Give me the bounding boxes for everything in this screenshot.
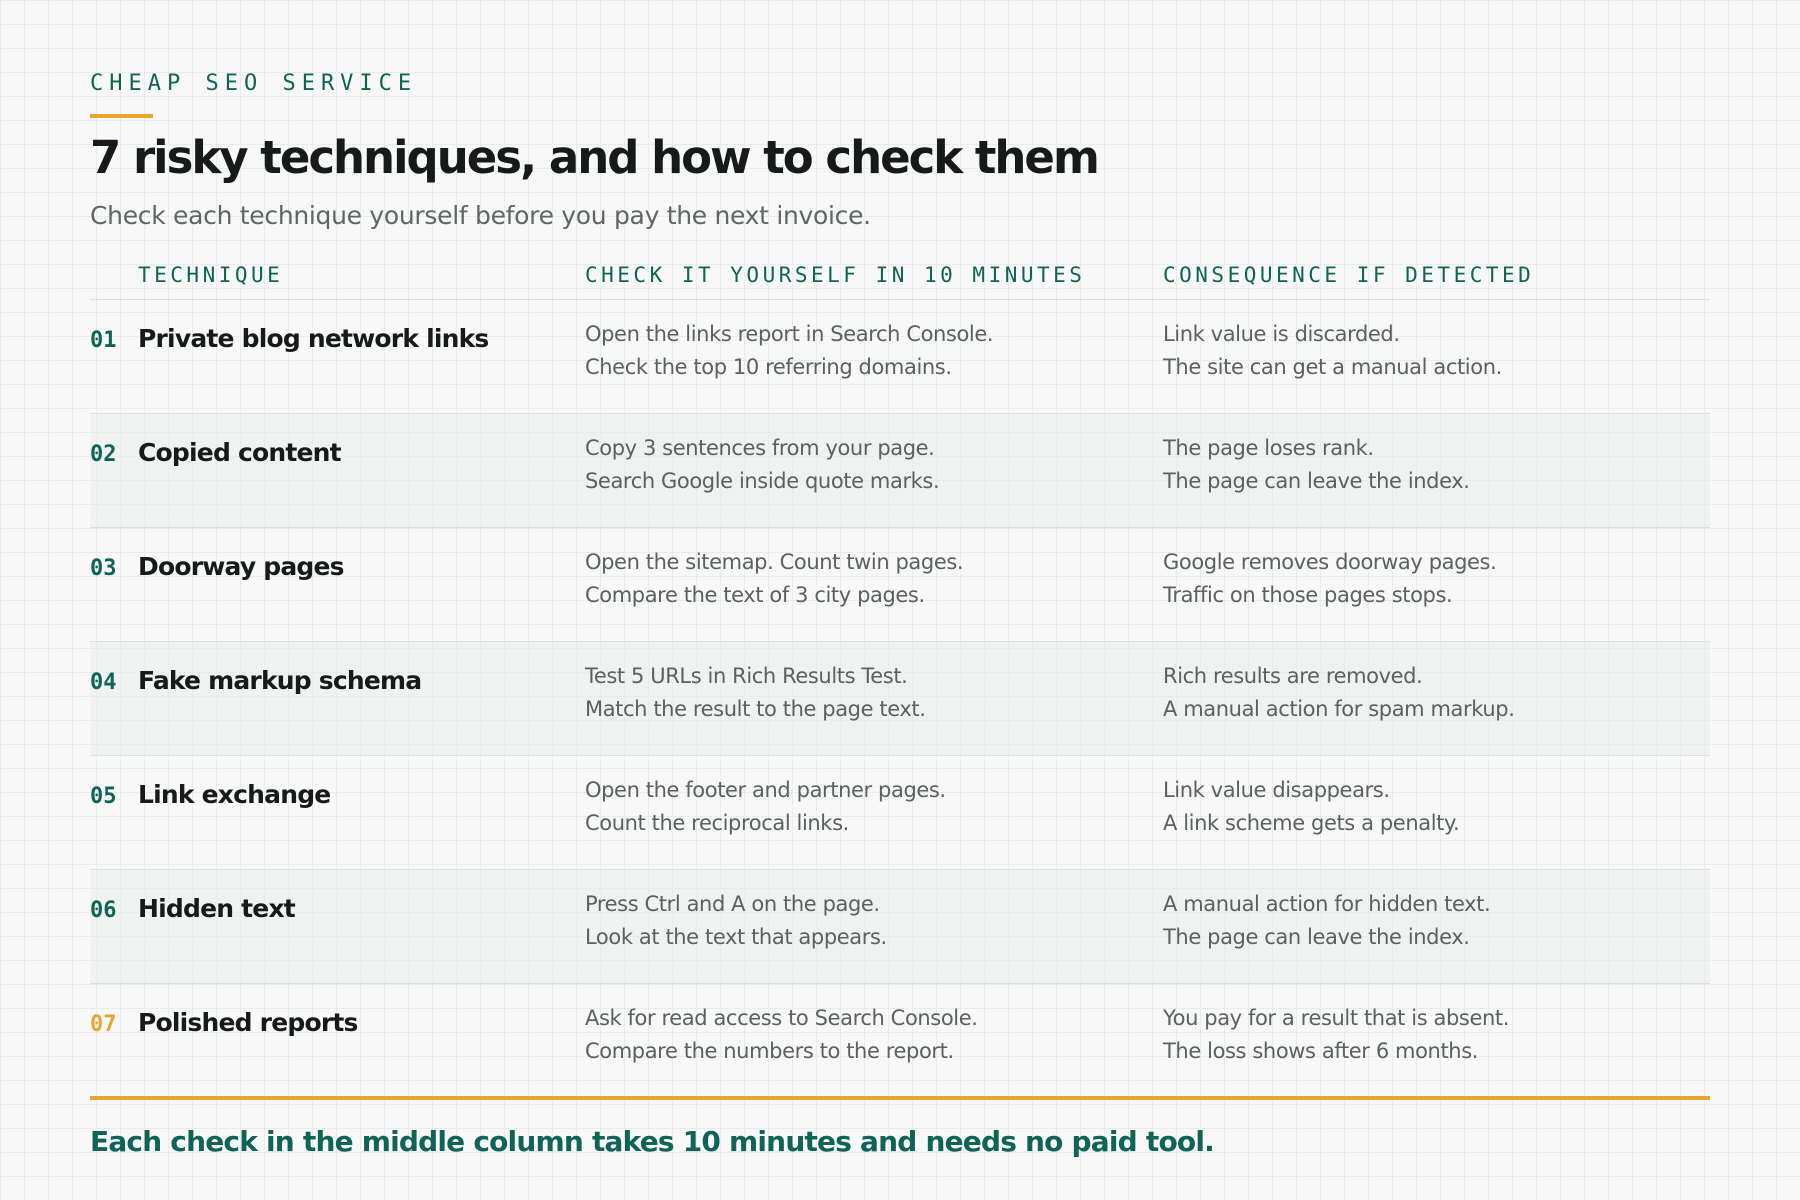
check-line: Match the result to the page text. [585,697,926,721]
consequence-line: You pay for a result that is absent. [1163,1006,1510,1030]
check-line: Look at the text that appears. [585,925,887,949]
consequence-line: The site can get a manual action. [1163,355,1502,379]
technique-name: Copied content [138,438,341,467]
column-header-check: CHECK IT YOURSELF IN 10 MINUTES [585,263,1086,287]
consequence-line: A manual action for spam markup. [1163,697,1515,721]
row-number: 04 [90,670,117,695]
check-line: Open the links report in Search Console. [585,322,994,346]
technique-name: Fake markup schema [138,666,422,695]
page-subtitle: Check each technique yourself before you pay the next invoice. [90,201,871,230]
consequence-line: The loss shows after 6 months. [1163,1039,1479,1063]
check-cell [585,660,926,726]
check-line: Compare the numbers to the report. [585,1039,954,1063]
consequence-cell [1163,660,1515,726]
technique-name: Hidden text [138,894,295,923]
consequence-line: Link value disappears. [1163,778,1390,802]
eyebrow-label: CHEAP SEO SERVICE [90,71,418,96]
consequence-line: The page can leave the index. [1163,925,1470,949]
check-line: Test 5 URLs in Rich Results Test. [585,664,908,688]
consequence-cell [1163,888,1490,954]
row-number: 06 [90,898,117,923]
check-line: Ask for read access to Search Console. [585,1006,978,1030]
technique-name: Doorway pages [138,552,344,581]
check-cell [585,432,939,498]
check-line: Press Ctrl and A on the page. [585,892,880,916]
column-header-technique: TECHNIQUE [138,263,284,287]
consequence-cell [1163,432,1470,498]
check-line: Check the top 10 referring domains. [585,355,952,379]
eyebrow-accent-rule [90,114,153,118]
consequence-cell [1163,546,1496,612]
row-number: 05 [90,784,117,809]
consequence-cell [1163,774,1459,840]
consequence-line: The page can leave the index. [1163,469,1470,493]
consequence-cell [1163,1002,1509,1068]
technique-name: Private blog network links [138,324,489,353]
table-row [90,300,1710,414]
page-title: 7 risky techniques, and how to check them [90,131,1098,184]
consequence-line: Traffic on those pages stops. [1163,583,1453,607]
table-row [90,756,1710,870]
technique-name: Polished reports [138,1008,358,1037]
check-cell [585,774,946,840]
footer-accent-rule [90,1096,1710,1100]
consequence-line: A link scheme gets a penalty. [1163,811,1460,835]
row-number: 07 [90,1012,117,1037]
check-line: Open the footer and partner pages. [585,778,946,802]
technique-name: Link exchange [138,780,331,809]
check-cell [585,1002,978,1068]
column-header-consequence: CONSEQUENCE IF DETECTED [1163,263,1535,287]
check-cell [585,888,887,954]
table-row [90,642,1710,756]
consequence-line: Rich results are removed. [1163,664,1423,688]
footer-note: Each check in the middle column takes 10 minutes and needs no paid tool. [90,1125,1214,1158]
check-line: Copy 3 sentences from your page. [585,436,935,460]
technique-table [90,300,1710,1098]
check-cell [585,546,963,612]
check-line: Count the reciprocal links. [585,811,849,835]
check-line: Compare the text of 3 city pages. [585,583,925,607]
consequence-cell [1163,318,1502,384]
row-number: 01 [90,328,117,353]
table-row [90,528,1710,642]
consequence-line: A manual action for hidden text. [1163,892,1491,916]
table-row [90,984,1710,1098]
consequence-line: Google removes doorway pages. [1163,550,1497,574]
infographic-page [90,0,1710,1200]
consequence-line: Link value is discarded. [1163,322,1400,346]
table-row [90,414,1710,528]
check-cell [585,318,993,384]
row-number: 03 [90,556,117,581]
check-line: Open the sitemap. Count twin pages. [585,550,964,574]
check-line: Search Google inside quote marks. [585,469,940,493]
row-number: 02 [90,442,117,467]
consequence-line: The page loses rank. [1163,436,1374,460]
table-row [90,870,1710,984]
